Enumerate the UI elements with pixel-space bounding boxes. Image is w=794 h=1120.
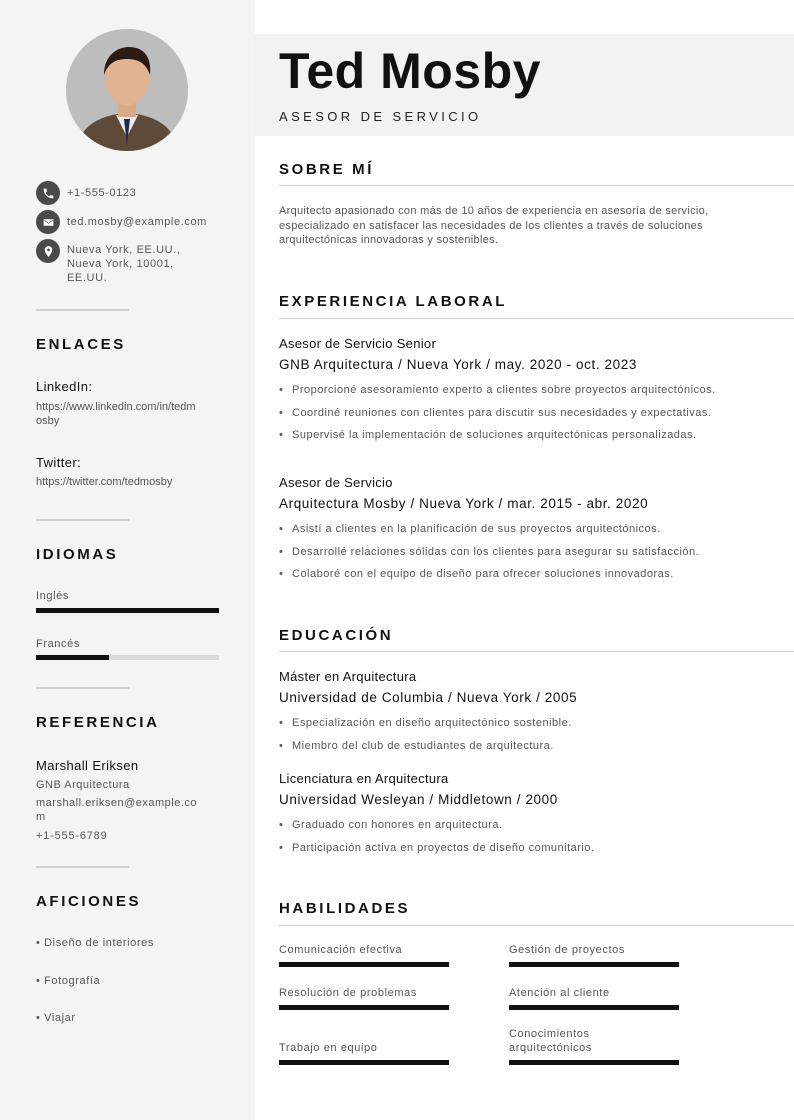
phone-icon xyxy=(36,181,60,205)
degree-title: Licenciatura en Arquitectura xyxy=(279,771,449,786)
degree-title: Máster en Arquitectura xyxy=(279,669,417,684)
skill-item xyxy=(279,1025,449,1065)
bullet-item: • Especialización en diseño arquitectónico sostenible. xyxy=(279,716,779,730)
candidate-name: Ted Mosby xyxy=(279,43,541,99)
bullet-item: • Proporcioné asesoramiento experto a clientes sobre proyectos arquitectónicos. xyxy=(279,383,779,397)
language-english-label: Inglés xyxy=(36,590,69,602)
skill-label: Trabajo en equipo xyxy=(279,1042,378,1054)
languages-heading: IDIOMAS xyxy=(36,546,119,563)
bullet-item: • Desarrollé relaciones sólidas con los clientes para asegurar su satisfacción. xyxy=(279,545,779,559)
hobby-item: • Diseño de interiores xyxy=(36,937,154,949)
job-bullets xyxy=(279,522,779,590)
language-level-fill xyxy=(36,608,219,613)
skills-heading: HABILIDADES xyxy=(279,900,411,917)
linkedin-link[interactable] xyxy=(36,400,196,428)
skill-label: Atención al cliente xyxy=(509,987,610,999)
email-address: ted.mosby@example.com xyxy=(67,216,207,228)
experience-heading: EXPERIENCIA LABORAL xyxy=(279,293,508,310)
reference-email xyxy=(36,796,197,824)
candidate-role: ASESOR DE SERVICIO xyxy=(279,109,482,124)
bullet-item: • Supervisé la implementación de soluciones arquitectónicas personalizadas. xyxy=(279,428,779,442)
email-icon xyxy=(36,210,60,234)
skill-item xyxy=(279,983,449,1010)
reference-company: GNB Arquitectura xyxy=(36,779,130,791)
divider xyxy=(36,866,129,868)
address xyxy=(67,239,181,285)
contact-email xyxy=(36,210,207,234)
language-french-label: Francés xyxy=(36,638,80,650)
skill-item xyxy=(279,940,449,967)
language-english-bar xyxy=(36,608,219,613)
job-bullets xyxy=(279,383,779,451)
main-content xyxy=(255,0,794,1120)
job-subtitle: GNB Arquitectura / Nueva York / may. 2020 - oct. 2023 xyxy=(279,357,637,372)
about-text: Arquitecto apasionado con más de 10 años de experiencia en asesoría de servicio, especializado en satisfacer las necesidades de los clientes a través de soluciones arquitectónicas innovadoras y sostenibles. xyxy=(279,205,709,246)
section-divider xyxy=(279,925,794,926)
links-heading: ENLACES xyxy=(36,336,126,353)
reference-heading: REFERENCIA xyxy=(36,714,160,731)
degree-bullets xyxy=(279,818,779,863)
skill-bar xyxy=(279,1005,449,1010)
education-heading: EDUCACIÓN xyxy=(279,627,394,644)
twitter-label: Twitter: xyxy=(36,455,82,470)
address-line: EE.UU. xyxy=(67,272,108,284)
hobby-item: • Viajar xyxy=(36,1012,76,1024)
skill-bar xyxy=(509,962,679,967)
job-title: Asesor de Servicio Senior xyxy=(279,336,437,351)
bullet-item: • Graduado con honores en arquitectura. xyxy=(279,818,779,832)
degree-subtitle: Universidad Wesleyan / Middletown / 2000 xyxy=(279,792,558,807)
bullet-item: • Miembro del club de estudiantes de arquitectura. xyxy=(279,739,779,753)
reference-email-line: marshall.eriksen@example.co xyxy=(36,797,198,809)
job-subtitle: Arquitectura Mosby / Nueva York / mar. 2015 - abr. 2020 xyxy=(279,496,649,511)
skill-label: Gestión de proyectos xyxy=(509,944,625,956)
linkedin-label: LinkedIn: xyxy=(36,379,93,394)
linkedin-url-line[interactable]: https://www.linkedin.com/in/tedm xyxy=(36,401,196,413)
skill-item xyxy=(509,1025,679,1065)
twitter-link[interactable]: https://twitter.com/tedmosby xyxy=(36,476,173,488)
skill-item xyxy=(509,940,679,967)
location-pin-icon xyxy=(36,239,60,263)
reference-name: Marshall Eriksen xyxy=(36,758,139,773)
linkedin-url-line[interactable]: osby xyxy=(36,415,60,427)
avatar xyxy=(66,29,188,151)
skill-bar xyxy=(279,962,449,967)
avatar-photo xyxy=(66,29,188,151)
address-line: Nueva York, 10001, xyxy=(67,258,174,270)
skill-label: Conocimientos arquitectónicos xyxy=(509,1028,592,1054)
hobbies-heading: AFICIONES xyxy=(36,893,142,910)
skill-bar xyxy=(509,1060,679,1065)
skill-label: Resolución de problemas xyxy=(279,987,417,999)
skill-label: Comunicación efectiva xyxy=(279,944,403,956)
divider xyxy=(36,309,129,311)
degree-subtitle: Universidad de Columbia / Nueva York / 2005 xyxy=(279,690,578,705)
reference-email-line: m xyxy=(36,811,46,823)
divider xyxy=(36,687,129,689)
sidebar xyxy=(0,0,255,1120)
skill-item xyxy=(509,983,679,1010)
contact-address xyxy=(36,239,181,285)
language-level-fill xyxy=(36,655,109,660)
reference-phone: +1-555-6789 xyxy=(36,830,108,842)
contact-phone xyxy=(36,181,136,205)
section-divider xyxy=(279,651,794,652)
bullet-item: • Participación activa en proyectos de diseño comunitario. xyxy=(279,841,779,855)
job-title: Asesor de Servicio xyxy=(279,475,393,490)
address-line: Nueva York, EE.UU., xyxy=(67,244,181,256)
divider xyxy=(36,519,129,521)
hobby-item: • Fotografía xyxy=(36,975,101,987)
skill-bar xyxy=(509,1005,679,1010)
bullet-item: • Coordiné reuniones con clientes para discutir sus necesidades y expectativas. xyxy=(279,406,779,420)
skill-bar xyxy=(279,1060,449,1065)
about-heading: SOBRE MÍ xyxy=(279,161,374,178)
bullet-item: • Asistí a clientes en la planificación de sus proyectos arquitectónicos. xyxy=(279,522,779,536)
section-divider xyxy=(279,185,794,186)
language-french-bar xyxy=(36,655,219,660)
phone-number: +1-555-0123 xyxy=(67,187,137,199)
section-divider xyxy=(279,318,794,319)
bullet-item: • Colaboré con el equipo de diseño para ofrecer soluciones innovadoras. xyxy=(279,567,779,581)
degree-bullets xyxy=(279,716,779,761)
